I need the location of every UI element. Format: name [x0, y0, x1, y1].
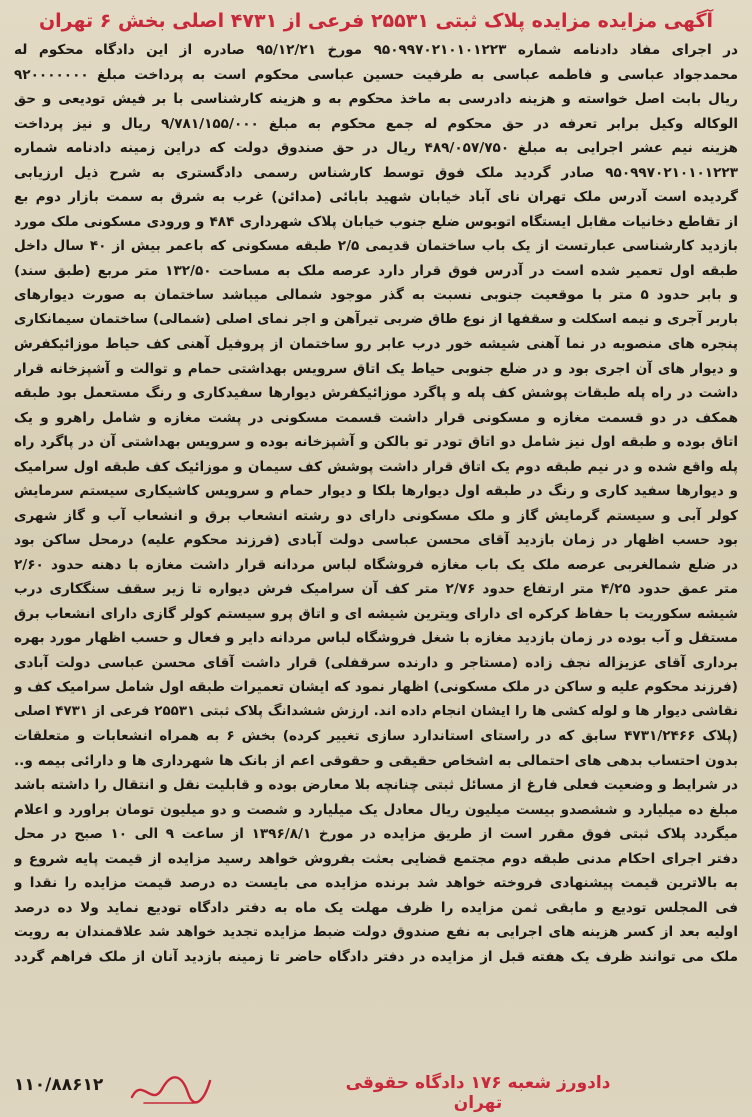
court-signature-block [328, 1073, 628, 1113]
notice-line: پله واقع شده و در نیم طبقه دوم یک اتاق قرار داشت پوشش کف سیمان و موزائیک کف طبقه اول سرامیک [14, 458, 738, 475]
notice-line: از تقاطع دخانیات مقابل ایستگاه اتوبوس ضلع جنوب خیابان پلاک شهرداری ۴۸۴ و ورودی مسکونی ملک مورد [14, 213, 738, 230]
notice-line: بدون احتساب بدهی های احتمالی به اشخاص حقیقی و حقوقی اعم از بانک ها شهرداری ها و دارائی بیمه و.. [14, 752, 738, 769]
notice-line: در اجرای مفاد دادنامه شماره ۹۵۰۹۹۷۰۲۱۰۱۰۱۲۲۳ مورخ ۹۵/۱۲/۲۱ صادره از این دادگاه محکوم له [14, 42, 738, 58]
notice-line: مستقل و آب بوده در زمان بازدید مغازه با شغل فروشگاه لباس مردانه دایر و فعال و حسب اظهار مورد بهره [14, 630, 738, 646]
notice-line: فی المجلس تودیع و مابقی ثمن مزایده را ظرف مهلت یک ماه به دفتر دادگاه تودیع نماید ولا ده درصد [14, 899, 738, 916]
notice-code: ۱۱۰/۸۸۶۱۲ [14, 1075, 104, 1095]
notice-line: داشت در راه پله طبقات پوشش کف پله و پاگرد موزائیکفرش دیوارها سفیدکاری و رنگ مستعمل بود طبقه [14, 385, 738, 401]
notice-line: ریال بابت اصل خواسته و هزینه دادرسی به ماخذ محکوم به و هزینه کارشناسی با بر فیش تودیعی و حق [14, 91, 738, 107]
notice-line: ملک می توانند ظرف یک هفته قبل از مزایده در دفتر دادگاه حاضر تا زمینه بازدید آنان از ملک فراهم گردد [14, 948, 738, 965]
notice-line: (فرزند محکوم علیه و ساکن در ملک مسکونی) اظهار نمود که ایشان تعمیرات طبقه اول شامل سرامیک کف و [14, 679, 738, 695]
handwritten-signature-icon [124, 1067, 214, 1111]
notice-line: مبلغ ده میلیارد و ششصدو بیست میلیون ریال معادل یک میلیارد و شصت و دو میلیون تومان براورد و اعلام [14, 801, 738, 818]
notice-line: گردیده است آدرس ملک تهران نای آباد خیابان شهید بابائی (مدائن) غرب به شرق به سمت بازار دوم بع [14, 189, 738, 205]
court-name: دادورز شعبه ۱۷۶ دادگاه حقوقی تهران [345, 1073, 611, 1113]
notice-line: میگردد پلاک ثبتی فوق مقرر است از طریق مزایده در مورخ ۱۳۹۶/۸/۱ از ساعت ۹ الی ۱۰ صبح در محل [14, 826, 738, 842]
notice-line: متر عمق حدود ۴/۲۵ متر ارتفاع حدود ۲/۷۶ متر کف آن سرامیک فرش دیواره تا زیر سقف سنگکاری درب [14, 581, 738, 597]
notice-line: و دیوار های آن اجری بود و در ضلع جنوبی حیاط یک اتاق سرویس بهداشتی حمام و توالت و آشپزخانه قرار [14, 360, 738, 377]
notice-line: بازدید کارشناسی عبارتست از یک باب ساختمان قدیمی ۲/۵ طبقه مسکونی که باعمر بیش از ۴۰ سال داخل [14, 238, 738, 254]
notice-line: پنجره های منصوبه در نما آهنی شیشه خور درب عابر رو ساختمان از پروفیل آهنی کف حیاط موزائیکفرش [14, 336, 738, 352]
notice-line: اتاق بوده و طبقه اول نیز شامل دو اتاق تودر تو بالکن و آشپزخانه بوده و سرویس بهداشتی آن در پاگرد راه [14, 434, 738, 450]
notice-line: اولیه بعد از کسر هزینه های اجرایی به نفع صندوق دولت ضبط مزایده تجدید خواهد شد علاقمندان به رویت [14, 924, 738, 940]
notice-body [14, 38, 738, 969]
notice-line: باربر آجری و نیمه اسکلت و سقفها از نوع طاق ضربی تیرآهن و اجر نمای اصلی (شمالی) ساختمان سیمانکاری [14, 311, 738, 327]
notice-line: دفتر اجرای احکام مدنی طبقه دوم مجتمع قضایی بعثت بفروش خواهد رسید مزایده از قیمت پایه شروع و [14, 850, 738, 867]
notice-line: طبقه اول تعمیر شده است در آدرس فوق قرار دارد عرصه ملک به مساحت ۱۳۲/۵۰ متر مربع (طبق سند) [14, 262, 738, 279]
notice-line: شیشه سکوریت با حفاظ کرکره ای دارای ویترین شیشه ای و اتاق پرو سیستم کولر گازی دارای انشعاب برق [14, 605, 738, 622]
notice-line: برداری آقای عزیزاله نجف زاده (مستاجر و دارنده سرقفلی) قرار داشت آقای محسن عباسی دولت آبادی [14, 654, 738, 671]
notice-line: بود حسب اظهار در زمان بازدید آقای محسن عباسی دولت آبادی (فرزند محکوم علیه) درمحل ساکن بود [14, 532, 738, 548]
notice-title: آگهی مزایده مزایده پلاک ثبتی ۲۵۵۳۱ فرعی از ۴۷۳۱ اصلی بخش ۶ تهران [38, 10, 714, 32]
notice-line: کولر آبی و سیستم گرمایش گاز و ملک مسکونی دارای دو رشته انشعاب برق و انشعاب آب و گاز شهری [14, 507, 738, 524]
notice-line: همکف در دو قسمت مغازه و مسکونی قرار داشت قسمت مسکونی در پشت مغازه و شامل راهرو و یک [14, 409, 738, 426]
notice-line: در شرایط و وضعیت فعلی فارغ از مسائل ثبتی چنانچه بلا معارض بوده و قابلیت نقل و انتقال را داشته باشد [14, 777, 738, 793]
notice-line: محمدجواد عباسی و فاطمه عباسی به طرفیت حسین عباسی محکوم است به پرداخت مبلغ ۹۲۰۰۰۰۰۰۰ [14, 66, 738, 83]
notice-line: و بابر حدود ۵ متر با موقعیت جنوبی نسبت به گذر موجود شمالی میباشد ساختمان به صورت دیوارهای [14, 287, 738, 303]
notice-footer [14, 1071, 738, 1111]
notice-line: و دیوارها سفید کاری و رنگ در طبقه اول دیوارها بلکا و دیوار حمام و سرویس کاشیکاری سیستم سرمایش [14, 483, 738, 499]
notice-line: نقاشی دیوار ها و لوله کشی ها را ایشان انجام داده اند. ارزش ششدانگ پلاک ثبتی ۲۵۵۳۱ فرعی از ۴۷۳۱ اصلی [14, 703, 738, 719]
notice-line: به بالاترین قیمت پیشنهادی فروخته خواهد شد برنده مزایده می بایست ده درصد قیمت مزایده را نقدا و [14, 875, 738, 891]
notice-line: (پلاک ۴۷۳۱/۲۴۶۶ سابق که در راستای استاندارد سازی تغییر کرده) بخش ۶ به همراه انشعابات و متعلقات [14, 728, 738, 744]
notice-line: الوکاله وکیل برابر تعرفه در حق محکوم له جمع محکوم به مبلغ ۹/۷۸۱/۱۵۵/۰۰۰ ریال و نیز پرداخت [14, 115, 738, 132]
notice-line: ۹۵۰۹۹۷۰۲۱۰۱۰۱۲۲۳ صادر گردید ملک فوق توسط کارشناس رسمی دادگستری به شرح ذیل ارزیابی [14, 164, 738, 181]
notice-line: هزینه نیم عشر اجرایی به مبلغ ۴۸۹/۰۵۷/۷۵۰ ریال در حق صندوق دولت که دراین زمینه دادنامه شماره [14, 140, 738, 156]
notice-line: در ضلع شمالغربی عرصه ملک یک باب مغازه فروشگاه لباس مردانه قرار داشت مغازه با دهنه حدود ۲/۶۰ [14, 556, 738, 573]
